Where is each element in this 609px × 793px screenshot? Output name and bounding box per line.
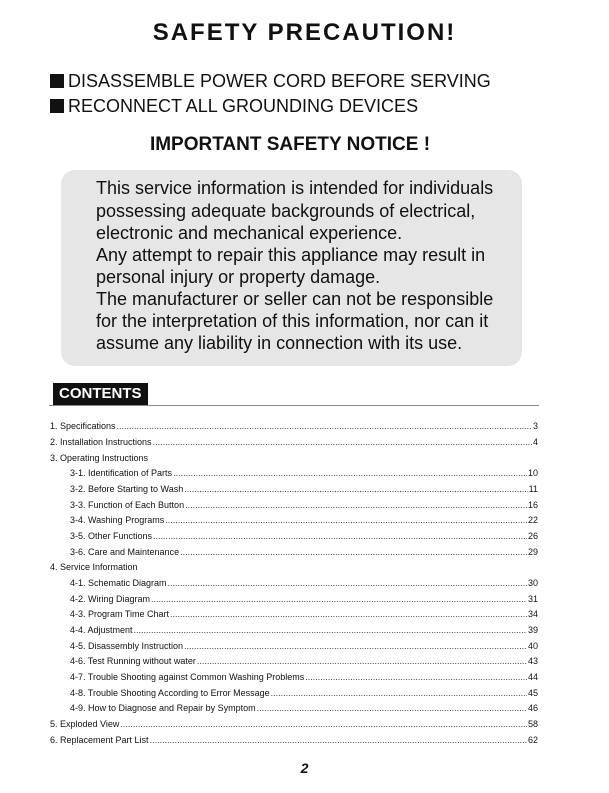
warning-line bbox=[50, 95, 418, 117]
toc-entry-label: 3-1. Identification of Parts bbox=[70, 468, 173, 478]
page-title: SAFETY PRECAUTION! bbox=[152, 19, 457, 46]
notice-line: The manufacturer or seller can not be responsible bbox=[96, 289, 494, 309]
toc-entry[interactable] bbox=[70, 623, 538, 638]
dot-leader bbox=[168, 576, 527, 591]
notice-line: assume any liability in connection with its use. bbox=[96, 333, 463, 353]
toc-section-heading bbox=[50, 560, 538, 575]
toc-entry-label: 4-2. Wiring Diagram bbox=[70, 594, 151, 604]
toc-entry-label: 3-2. Before Starting to Wash bbox=[70, 484, 184, 494]
dot-leader bbox=[117, 419, 532, 434]
dot-leader bbox=[153, 435, 532, 450]
toc-entry[interactable] bbox=[70, 576, 538, 591]
toc-entry[interactable] bbox=[70, 686, 538, 701]
toc-entry-label: 4-7. Trouble Shooting against Common Washing Problems bbox=[70, 672, 305, 682]
dot-leader bbox=[184, 482, 527, 497]
toc-entry-page: 16 bbox=[527, 500, 538, 510]
toc-entry[interactable] bbox=[70, 466, 538, 481]
notice-line: This service information is intended for individuals bbox=[96, 178, 494, 198]
toc-entry[interactable] bbox=[70, 639, 538, 654]
toc-entry-page: 26 bbox=[527, 531, 538, 541]
toc-entry-page: 22 bbox=[527, 515, 538, 525]
notice-line: possessing adequate backgrounds of electrical, bbox=[96, 201, 476, 221]
toc-entry-label: 4-6. Test Running without water bbox=[70, 656, 196, 666]
toc-entry-label: 6. Replacement Part List bbox=[50, 735, 149, 745]
toc-entry-label: 5. Exploded View bbox=[50, 719, 120, 729]
toc-entry-label: 3-6. Care and Maintenance bbox=[70, 547, 180, 557]
dot-leader bbox=[153, 529, 527, 544]
toc-entry[interactable] bbox=[70, 545, 538, 560]
toc-entry-page: 11 bbox=[528, 484, 538, 494]
toc-entry[interactable] bbox=[70, 654, 538, 669]
safety-notice-box bbox=[61, 170, 522, 366]
toc-section-heading bbox=[50, 451, 538, 466]
toc-entry-label: 3-3. Function of Each Button bbox=[70, 500, 185, 510]
notice-line: for the interpretation of this information, nor can it bbox=[96, 311, 489, 331]
toc-entry-page: 40 bbox=[527, 641, 538, 651]
dot-leader bbox=[134, 623, 527, 638]
toc-entry-page: 39 bbox=[527, 625, 538, 635]
page-number: 2 bbox=[300, 760, 309, 776]
dot-leader bbox=[184, 639, 527, 654]
dot-leader bbox=[150, 733, 527, 748]
toc-entry-label: 3. Operating Instructions bbox=[50, 453, 149, 463]
toc-entry[interactable] bbox=[70, 607, 538, 622]
dot-leader bbox=[151, 592, 527, 607]
notice-line: personal injury or property damage. bbox=[96, 267, 381, 287]
dot-leader bbox=[165, 513, 527, 528]
dot-leader bbox=[305, 670, 527, 685]
toc-entry-label: 4-5. Disassembly Instruction bbox=[70, 641, 184, 651]
toc-entry-page: 34 bbox=[527, 609, 538, 619]
toc-entry[interactable] bbox=[70, 701, 538, 716]
toc-entry[interactable] bbox=[50, 717, 538, 732]
toc-entry-page: 44 bbox=[527, 672, 538, 682]
toc-entry-label: 4-1. Schematic Diagram bbox=[70, 578, 167, 588]
toc-entry-page: 46 bbox=[527, 703, 538, 713]
notice-line: electronic and mechanical experience. bbox=[96, 223, 403, 243]
warning-line bbox=[50, 70, 491, 92]
toc-entry-label: 4-9. How to Diagnose and Repair by Symptom bbox=[70, 703, 256, 713]
black-square-bullet-icon bbox=[50, 99, 64, 113]
notice-heading: IMPORTANT SAFETY NOTICE ! bbox=[149, 134, 431, 155]
toc-entry[interactable] bbox=[70, 670, 538, 685]
toc-entry-label: 4-8. Trouble Shooting According to Error Message bbox=[70, 688, 270, 698]
toc-entry-page: 30 bbox=[527, 578, 538, 588]
toc-entry[interactable] bbox=[70, 592, 538, 607]
toc-entry[interactable] bbox=[70, 529, 538, 544]
divider bbox=[49, 405, 539, 406]
toc-entry-label: 4-3. Program Time Chart bbox=[70, 609, 170, 619]
toc-entry-label: 3-4. Washing Programs bbox=[70, 515, 165, 525]
dot-leader bbox=[180, 545, 527, 560]
toc-entry[interactable] bbox=[70, 482, 538, 497]
toc-entry-label: 4. Service Information bbox=[50, 562, 138, 572]
toc-entry[interactable] bbox=[50, 435, 538, 450]
toc-entry-label: 2. Installation Instructions bbox=[50, 437, 152, 447]
dot-leader bbox=[120, 717, 527, 732]
toc-entry-label: 3-5. Other Functions bbox=[70, 531, 153, 541]
toc-entry-page: 3 bbox=[532, 421, 538, 431]
toc-entry-page: 58 bbox=[527, 719, 538, 729]
toc-entry[interactable] bbox=[70, 498, 538, 513]
toc-entry-page: 10 bbox=[527, 468, 538, 478]
black-square-bullet-icon bbox=[50, 74, 64, 88]
toc-entry-label: 1. Specifications bbox=[50, 421, 116, 431]
toc-entry[interactable] bbox=[70, 513, 538, 528]
warning-text: RECONNECT ALL GROUNDING DEVICES bbox=[68, 96, 419, 116]
dot-leader bbox=[170, 607, 527, 622]
toc-entry[interactable] bbox=[50, 733, 538, 748]
dot-leader bbox=[173, 466, 527, 481]
toc-entry-page: 31 bbox=[527, 594, 538, 604]
dot-leader bbox=[271, 686, 527, 701]
toc-entry-page: 4 bbox=[532, 437, 538, 447]
toc-entry-page: 45 bbox=[527, 688, 538, 698]
dot-leader bbox=[257, 701, 527, 716]
toc-entry[interactable] bbox=[50, 419, 538, 434]
toc-entry-page: 62 bbox=[527, 735, 538, 745]
warning-text: DISASSEMBLE POWER CORD BEFORE SERVING bbox=[68, 71, 491, 91]
notice-line: Any attempt to repair this appliance may result in bbox=[96, 245, 486, 265]
toc-entry-label: 4-4. Adjustment bbox=[70, 625, 133, 635]
dot-leader bbox=[185, 498, 527, 513]
contents-heading: CONTENTS bbox=[53, 383, 148, 405]
toc-entry-page: 43 bbox=[527, 656, 538, 666]
toc-entry-page: 29 bbox=[527, 547, 538, 557]
dot-leader bbox=[197, 654, 527, 669]
